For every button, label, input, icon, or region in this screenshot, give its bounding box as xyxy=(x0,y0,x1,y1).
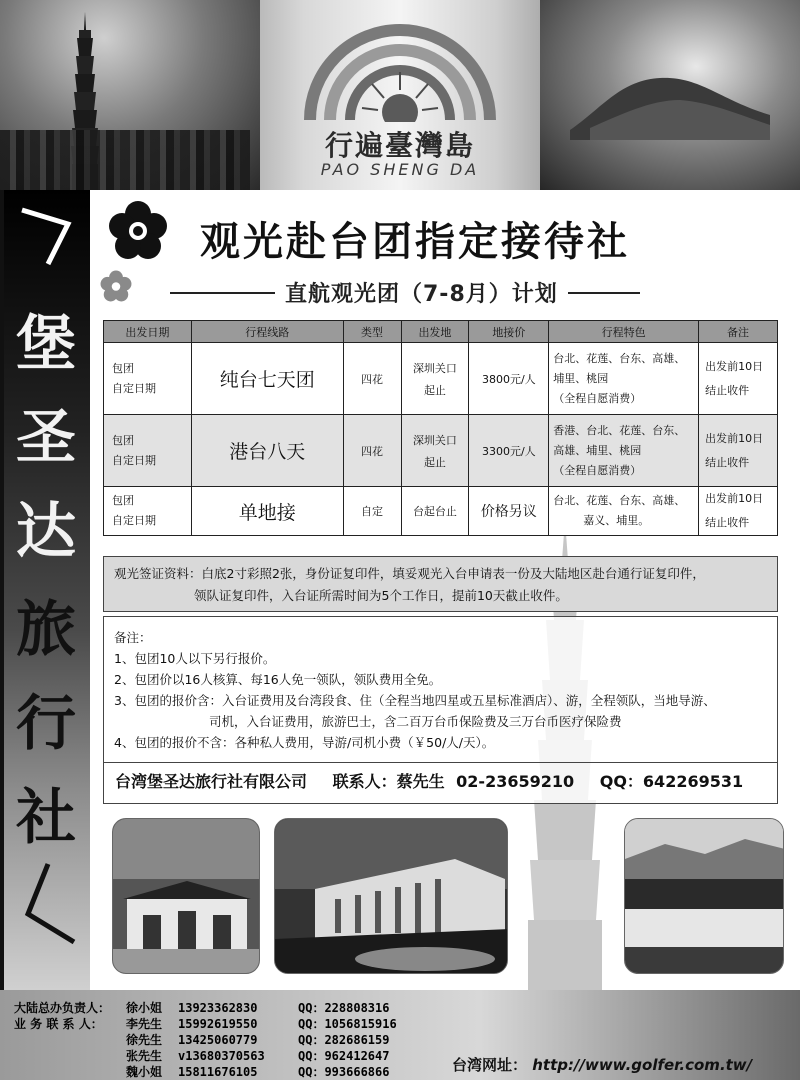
main-title: 观光赴台团指定接待社 xyxy=(200,219,630,265)
contact-phone: v13680370563 xyxy=(178,1049,265,1063)
table-header-row xyxy=(104,321,778,343)
side-char-5: 行 xyxy=(16,689,76,759)
side-char-6: 社 xyxy=(16,783,76,853)
island-silhouette xyxy=(570,70,770,140)
date-line: 自定日期 xyxy=(112,381,156,395)
cell-departure xyxy=(401,343,469,415)
side-char-2: 圣 xyxy=(16,403,76,473)
cell-departure xyxy=(401,415,469,487)
side-char-3: 达 xyxy=(16,497,76,567)
cell-date xyxy=(104,487,192,536)
note-line: 出发前10日 xyxy=(705,431,764,445)
col-header-notes: 备注 xyxy=(699,321,778,343)
contact-qq: QQ：962412647 xyxy=(298,1049,390,1063)
contact-qq: QQ：993666866 xyxy=(298,1065,390,1079)
contact-row xyxy=(14,1064,408,1080)
visa-requirements xyxy=(103,556,778,612)
cell-features xyxy=(549,487,699,536)
bracket-bottom-icon xyxy=(18,858,78,948)
date-line: 包团 xyxy=(112,494,134,507)
feature-line: 香港、台北、花莲、台东、 xyxy=(553,423,686,437)
contact-name: 徐小姐 xyxy=(126,1001,163,1015)
feature-line: 台北、花莲、台东、高雄、 xyxy=(553,351,686,365)
cell-features xyxy=(549,343,699,415)
date-line: 包团 xyxy=(112,433,134,447)
contact-name: 魏小姐 xyxy=(126,1065,163,1079)
contact-bar xyxy=(103,762,778,800)
feature-line: 台北、花莲、台东、高雄、 xyxy=(553,494,686,507)
contact-name: 李先生 xyxy=(126,1017,163,1031)
cell-route: 纯台七天团 xyxy=(191,343,343,415)
small-flower-icon xyxy=(100,270,132,302)
feature-line: 埔里、桃园 xyxy=(553,371,609,385)
contact-phone: 13923362830 xyxy=(178,1001,258,1015)
col-header-route: 行程线路 xyxy=(191,321,343,343)
contact-label xyxy=(14,1048,126,1064)
government-building-photo xyxy=(274,818,508,974)
col-header-features: 行程特色 xyxy=(549,321,699,343)
cell-price: 3800元/人 xyxy=(469,343,549,415)
memorial-hall-photo xyxy=(112,818,260,974)
cell-route: 港台八天 xyxy=(191,415,343,487)
cell-route: 单地接 xyxy=(191,487,343,536)
logo-title: 行遍臺灣島 xyxy=(324,129,475,162)
subtitle: 直航观光团（7-8月）计划 xyxy=(275,277,568,308)
cell-notes xyxy=(699,487,778,536)
cell-type: 自定 xyxy=(343,487,401,536)
company-name: 台湾堡圣达旅行社有限公司 xyxy=(115,772,308,791)
bracket-top-icon xyxy=(18,204,78,274)
table-row xyxy=(104,343,778,415)
contact-row xyxy=(14,1016,408,1032)
cell-type: 四花 xyxy=(343,415,401,487)
note-item: 4、包团的报价不含：各种私人费用，导游/司机小费（￥50/人/天）。 xyxy=(114,735,495,750)
visa-line-1: 观光签证资料：白底2寸彩照2张，身份证复印件，填妥观光入台申请表一份及大陆地区赴台通行证复印件， xyxy=(114,566,705,581)
footer-contacts xyxy=(14,1000,408,1080)
itinerary-table xyxy=(103,320,778,536)
departure-line: 起止 xyxy=(423,383,446,397)
date-line: 自定日期 xyxy=(112,453,156,467)
note-line: 结止收件 xyxy=(705,455,750,469)
col-header-type: 类型 xyxy=(343,321,401,343)
contact-qq: QQ：642269531 xyxy=(599,772,744,791)
cell-price: 价格另议 xyxy=(469,487,549,536)
contact-row xyxy=(14,1000,408,1016)
contact-qq: QQ：282686159 xyxy=(298,1033,390,1047)
cell-notes xyxy=(699,343,778,415)
col-header-price: 地接价 xyxy=(469,321,549,343)
note-item: 1、包团10人以下另行报价。 xyxy=(114,651,276,666)
side-char-4: 旅 xyxy=(16,595,76,665)
table-row xyxy=(104,487,778,536)
note-item: 2、包团价以16人核算、每16人免一领队，领队费用全免。 xyxy=(114,672,442,687)
header-banner xyxy=(0,0,800,190)
note-line: 结止收件 xyxy=(705,383,750,397)
col-header-date: 出发日期 xyxy=(104,321,192,343)
cell-departure: 台起台止 xyxy=(401,487,469,536)
col-header-departure: 出发地 xyxy=(401,321,469,343)
feature-line: 高雄、埔里、桃园 xyxy=(553,443,642,457)
logo-subtitle: PAO SHENG DA xyxy=(320,160,480,179)
contact-label xyxy=(14,1064,126,1080)
sun-rainbow-logo-icon xyxy=(300,12,500,122)
note-item: 3、包团的报价含：入台证费用及台湾段食、住（全程当地四星或五星标准酒店）、游，全程领队，当地导游、 xyxy=(114,693,716,708)
departure-line: 深圳关口 xyxy=(412,361,457,375)
contact-qq: QQ：1056815916 xyxy=(298,1017,397,1031)
cell-date xyxy=(104,415,192,487)
contact-phone: 13425060779 xyxy=(178,1033,258,1047)
contact-label: 业 务 联 系 人： xyxy=(14,1017,103,1031)
side-char-1: 堡 xyxy=(16,309,76,379)
website xyxy=(452,1054,752,1075)
note-item-continued: 司机，入台证费用，旅游巴士，含二百万台币保险费及三万台币医疗保险费 xyxy=(209,714,622,729)
departure-line: 深圳关口 xyxy=(412,433,457,447)
website-label: 台湾网址： xyxy=(452,1056,528,1074)
cell-type: 四花 xyxy=(343,343,401,415)
note-line: 结止收件 xyxy=(705,516,750,529)
cell-features xyxy=(549,415,699,487)
feature-line: 嘉义、埔里。 xyxy=(583,514,650,527)
flower-icon xyxy=(108,200,168,260)
contact-phone: 15811676105 xyxy=(178,1065,258,1079)
note-line: 出发前10日 xyxy=(705,492,764,505)
table-row xyxy=(104,415,778,487)
date-line: 自定日期 xyxy=(112,514,156,527)
contact-person: 联系人：蔡先生 02-23659210 xyxy=(332,772,575,791)
lake-landscape-photo xyxy=(624,818,784,974)
contact-name: 张先生 xyxy=(126,1049,163,1063)
cell-date xyxy=(104,343,192,415)
contact-label: 大陆总办负责人： xyxy=(14,1001,111,1015)
contact-row xyxy=(14,1032,408,1048)
note-line: 出发前10日 xyxy=(705,359,764,373)
cell-notes xyxy=(699,415,778,487)
visa-line-2: 领队证复印件，入台证所需时间为5个工作日，提前10天截止收件。 xyxy=(194,588,568,603)
contact-label xyxy=(14,1032,126,1048)
contact-name: 徐先生 xyxy=(126,1033,163,1047)
feature-line: （全程自愿消费） xyxy=(553,391,642,405)
contact-row xyxy=(14,1048,408,1064)
contact-phone: 15992619550 xyxy=(178,1017,258,1031)
feature-line: （全程自愿消费） xyxy=(553,463,642,477)
website-link[interactable]: http://www.golfer.com.tw/ xyxy=(532,1056,753,1074)
contact-qq: QQ：228808316 xyxy=(298,1001,390,1015)
cell-price: 3300元/人 xyxy=(469,415,549,487)
city-skyline xyxy=(0,130,250,190)
departure-line: 起止 xyxy=(423,455,446,469)
date-line: 包团 xyxy=(112,361,134,375)
notes-heading: 备注： xyxy=(114,630,152,645)
